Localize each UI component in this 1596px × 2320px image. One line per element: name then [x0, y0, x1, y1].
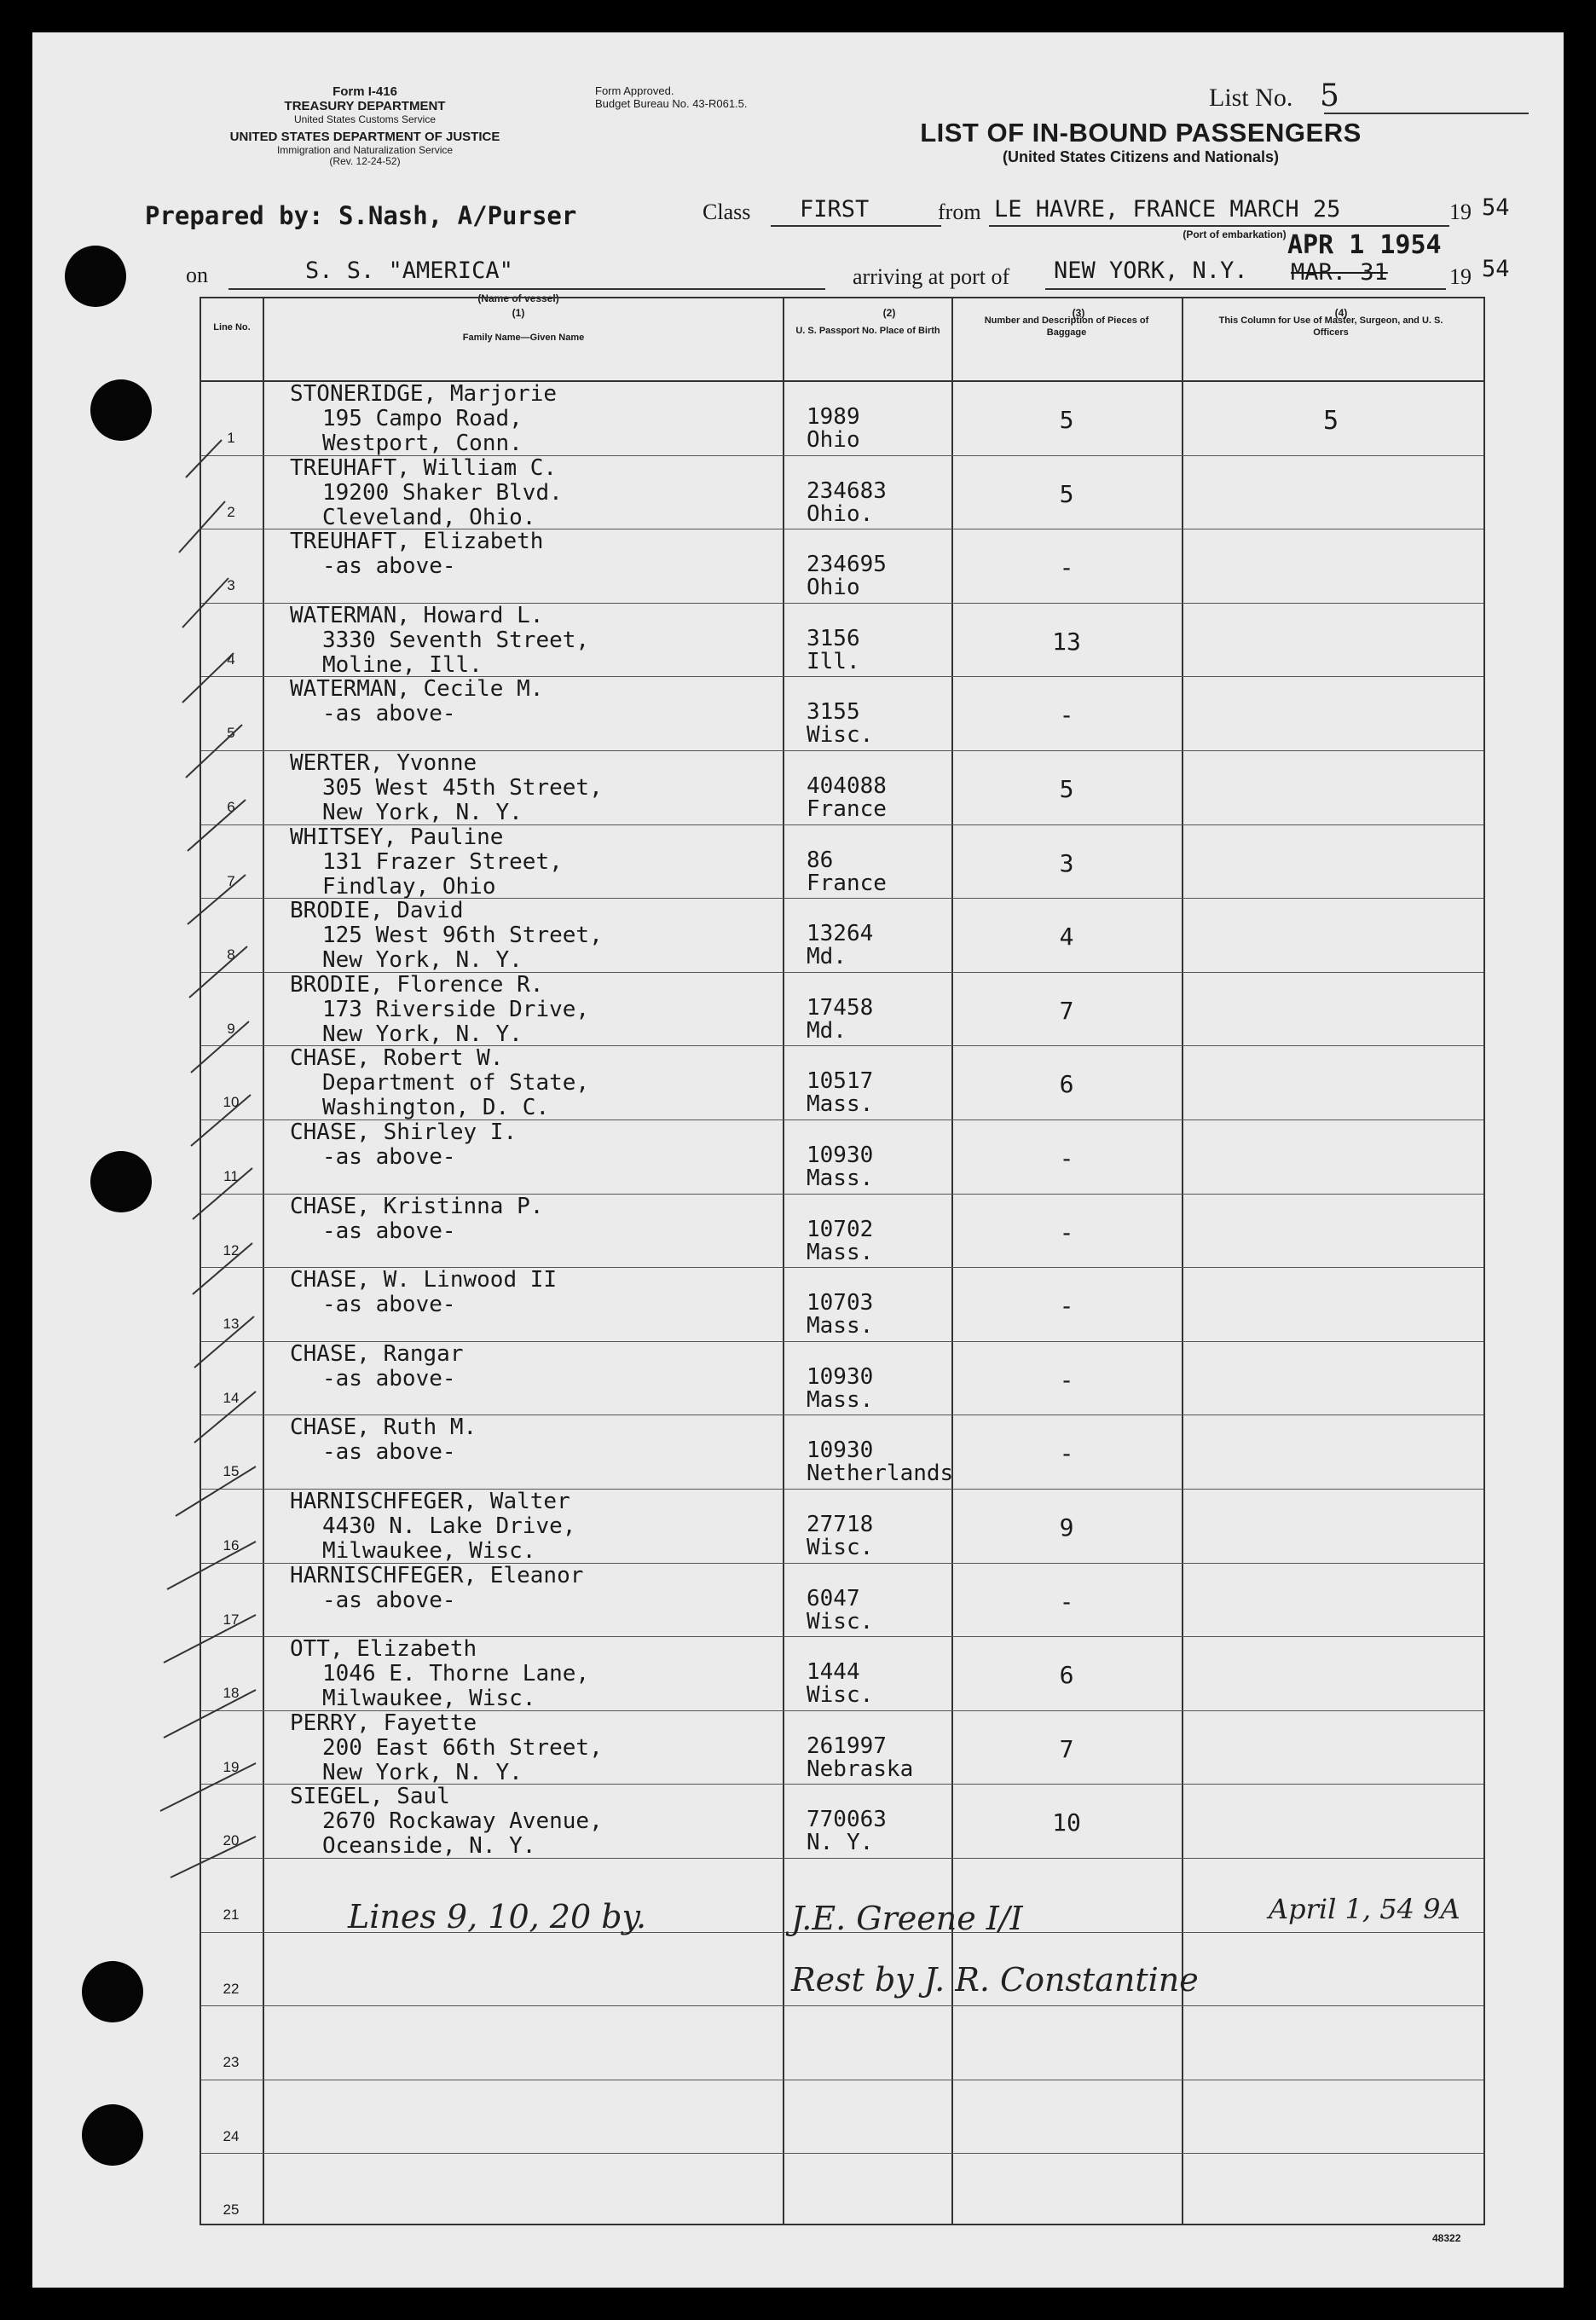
arrival-port: NEW YORK, N.Y.: [1054, 257, 1248, 284]
family-given-name: WHITSEY, Pauline: [290, 824, 504, 850]
line-number: 15: [223, 1463, 240, 1480]
address-line-1: -as above-: [322, 1439, 456, 1466]
passport-number: 27718: [807, 1512, 874, 1537]
passport-number: 86: [807, 847, 834, 873]
family-given-name: WATERMAN, Cecile M.: [290, 676, 544, 703]
address-line-2: Milwaukee, Wisc.: [322, 1538, 536, 1564]
arrival-year-prefix: 19: [1449, 264, 1472, 289]
officer-use: 5: [1322, 406, 1339, 436]
baggage-count: 5: [1059, 479, 1074, 508]
line-number: 4: [227, 651, 235, 668]
col-4-label: (4): [1334, 307, 1348, 319]
baggage-count: 5: [1059, 775, 1074, 803]
family-given-name: CHASE, Kristinna P.: [290, 1193, 544, 1219]
line-number: 22: [223, 1980, 240, 1997]
passport-number: 234683: [807, 477, 887, 504]
address-line-1: 195 Campo Road,: [322, 406, 523, 431]
passport-number: 3155: [807, 699, 860, 726]
passport-number: 10702: [807, 1216, 874, 1242]
passport-number: 404088: [807, 773, 887, 799]
address-line-1: -as above-: [322, 701, 456, 727]
passport-number: 1444: [807, 1659, 860, 1686]
place-of-birth: Md.: [807, 1017, 847, 1044]
family-given-name: BRODIE, David: [290, 898, 464, 924]
header-passport: U. S. Passport No. Place of Birth: [795, 326, 940, 336]
line-number: 9: [227, 1020, 235, 1037]
place-of-birth: Ohio: [807, 575, 860, 601]
from-label: from: [938, 200, 981, 224]
form-subtitle: (United States Citizens and Nationals): [1002, 148, 1280, 165]
passport-number: 261997: [807, 1733, 887, 1759]
family-given-name: SIEGEL, Saul: [290, 1784, 450, 1810]
class-value: FIRST: [800, 196, 870, 223]
family-given-name: WATERMAN, Howard L.: [290, 602, 544, 628]
passport-number: 17458: [807, 994, 874, 1021]
place-of-birth: France: [807, 796, 887, 822]
passport-number: 13264: [807, 921, 874, 947]
list-number-label: List No.: [1209, 84, 1293, 112]
header-family-name: Family Name—Given Name: [462, 333, 585, 343]
address-line-1: 19200 Shaker Blvd.: [322, 479, 563, 506]
address-line-2: Cleveland, Ohio.: [322, 504, 536, 530]
place-of-birth: Ill.: [807, 648, 860, 674]
address-line-1: -as above-: [322, 1365, 456, 1391]
header-officers: This Column for Use of Master, Surgeon, and U. S. Officers: [1218, 315, 1443, 338]
passport-number: 10517: [807, 1068, 874, 1095]
passport-number: 1989: [807, 404, 860, 430]
family-given-name: HARNISCHFEGER, Eleanor: [290, 1562, 584, 1588]
baggage-count: 4: [1059, 923, 1074, 952]
line-number: 17: [223, 1611, 240, 1628]
address-line-1: Department of State,: [322, 1070, 590, 1096]
class-label: Class: [703, 200, 751, 224]
place-of-birth: Nebraska: [807, 1756, 914, 1782]
prepared-by: Prepared by: S.Nash, A/Purser: [145, 201, 577, 230]
address-line-1: 2670 Rockaway Avenue,: [322, 1808, 603, 1835]
address-line-2: Oceanside, N. Y.: [322, 1833, 536, 1860]
col-1-label: (1): [512, 307, 525, 319]
place-of-birth: Wisc.: [807, 722, 874, 749]
address-line-1: -as above-: [322, 1144, 456, 1170]
agency-customs: United States Customs Service: [293, 113, 437, 125]
baggage-count: -: [1059, 1144, 1074, 1172]
baggage-count: 10: [1052, 1808, 1081, 1837]
address-line-2: New York, N. Y.: [322, 800, 523, 825]
place-of-birth: Ohio: [807, 427, 860, 453]
passport-number: 10703: [807, 1290, 874, 1316]
baggage-count: -: [1059, 1292, 1074, 1321]
passenger-manifest-page: [32, 32, 1564, 2288]
family-given-name: STONERIDGE, Marjorie: [290, 381, 558, 407]
line-number: 8: [227, 946, 235, 963]
arrival-year: 54: [1482, 256, 1510, 282]
address-line-2: Washington, D. C.: [322, 1095, 550, 1121]
baggage-count: -: [1059, 1587, 1074, 1616]
family-given-name: CHASE, Ruth M.: [290, 1415, 477, 1441]
address-line-1: -as above-: [322, 553, 456, 580]
from-year: 54: [1482, 194, 1510, 221]
place-of-birth: Wisc.: [807, 1535, 874, 1560]
line-number: 13: [223, 1316, 240, 1333]
baggage-count: 7: [1059, 1734, 1074, 1763]
address-line-1: 173 Riverside Drive,: [322, 996, 590, 1022]
on-label: on: [186, 263, 208, 287]
baggage-count: 5: [1059, 406, 1074, 434]
address-line-2: Milwaukee, Wisc.: [322, 1686, 536, 1712]
baggage-count: -: [1059, 1365, 1074, 1394]
family-given-name: CHASE, Robert W.: [290, 1045, 504, 1072]
place-of-birth: Mass.: [807, 1166, 874, 1191]
address-line-1: 305 West 45th Street,: [322, 775, 603, 801]
line-number: 5: [227, 725, 235, 742]
handwritten-checkmarks: [32, 32, 1564, 2288]
line-number: 16: [223, 1537, 240, 1553]
family-given-name: OTT, Elizabeth: [290, 1636, 477, 1663]
place-of-birth: N. Y.: [807, 1830, 874, 1856]
baggage-count: -: [1059, 701, 1074, 730]
agency-justice: UNITED STATES DEPARTMENT OF JUSTICE: [229, 130, 500, 145]
baggage-count: -: [1059, 1439, 1074, 1468]
passport-number: 770063: [807, 1807, 887, 1833]
family-given-name: PERRY, Fayette: [290, 1710, 477, 1736]
family-given-name: CHASE, Shirley I.: [290, 1120, 518, 1145]
line-number: 3: [227, 577, 235, 594]
baggage-count: 7: [1059, 996, 1074, 1025]
family-given-name: TREUHAFT, William C.: [290, 454, 558, 481]
line-number: 25: [223, 2201, 240, 2219]
line-number: 6: [227, 799, 235, 815]
address-line-1: -as above-: [322, 1587, 456, 1613]
address-line-2: New York, N. Y.: [322, 1759, 523, 1785]
place-of-birth: Ohio.: [807, 500, 874, 527]
line-number: 24: [223, 2127, 240, 2144]
agency-ins: Immigration and Naturalization Service: [276, 143, 454, 156]
form-revision: (Rev. 12-24-52): [329, 155, 401, 168]
address-line-2: New York, N. Y.: [322, 1021, 523, 1047]
line-number: 12: [223, 1241, 240, 1258]
address-line-1: 131 Frazer Street,: [322, 848, 563, 875]
address-line-2: Moline, Ill.: [322, 651, 483, 678]
place-of-birth: Wisc.: [807, 1608, 874, 1634]
passport-number: 3156: [807, 625, 860, 651]
line-number: 23: [223, 2054, 240, 2071]
address-line-1: 125 West 96th Street,: [322, 923, 603, 949]
address-line-2: Westport, Conn.: [322, 431, 523, 456]
address-line-1: 1046 E. Thorne Lane,: [322, 1661, 590, 1687]
family-given-name: TREUHAFT, Elizabeth: [290, 529, 544, 555]
line-number: 19: [223, 1758, 240, 1775]
agency-treasury: TREASURY DEPARTMENT: [284, 98, 446, 113]
baggage-count: 3: [1059, 848, 1074, 877]
col-2-label: (2): [882, 307, 896, 319]
passport-number: 10930: [807, 1363, 874, 1390]
place-of-birth: France: [807, 870, 887, 896]
baggage-count: -: [1059, 553, 1074, 582]
handwritten-signature-constantine: Rest by J. R. Constantine: [791, 1961, 1199, 1999]
port-embarkation-caption: (Port of embarkation): [1183, 229, 1287, 240]
family-given-name: HARNISCHFEGER, Walter: [290, 1489, 570, 1514]
place-of-birth: Md.: [807, 944, 847, 970]
approval-line: Form Approved.: [595, 84, 674, 97]
passport-number: 10930: [807, 1438, 874, 1464]
line-number: 2: [227, 503, 235, 520]
line-number: 20: [223, 1832, 240, 1849]
handwritten-signature-greene: J.E. Greene I/I: [791, 1900, 1023, 1937]
embarkation-value: LE HAVRE, FRANCE MARCH 25: [994, 196, 1341, 223]
address-line-1: -as above-: [322, 1292, 456, 1318]
address-line-2: Findlay, Ohio: [322, 873, 496, 900]
place-of-birth: Mass.: [807, 1313, 874, 1339]
address-line-2: New York, N. Y.: [322, 947, 523, 974]
baggage-count: 6: [1059, 1070, 1074, 1099]
address-line-1: 3330 Seventh Street,: [322, 627, 590, 653]
form-title: LIST OF IN-BOUND PASSENGERS: [920, 118, 1362, 148]
address-line-1: 4430 N. Lake Drive,: [322, 1513, 576, 1539]
vessel-name: S. S. "AMERICA": [305, 257, 513, 284]
header-line-no: Line No.: [213, 322, 251, 333]
handwritten-date-note: April 1, 54 9A: [1269, 1893, 1460, 1925]
baggage-count: 13: [1052, 627, 1081, 656]
passport-number: 234695: [807, 552, 887, 578]
line-number: 21: [223, 1906, 240, 1923]
address-line-1: 200 East 66th Street,: [322, 1734, 603, 1761]
form-footer-number: 48322: [1432, 2232, 1461, 2244]
form-number: Form I-416: [332, 84, 397, 99]
place-of-birth: Wisc.: [807, 1682, 874, 1709]
baggage-count: 9: [1059, 1513, 1074, 1542]
line-number: 11: [223, 1168, 239, 1184]
budget-bureau-line: Budget Bureau No. 43-R061.5.: [595, 96, 748, 110]
passport-number: 6047: [807, 1585, 860, 1611]
col-3-label: (3): [1072, 307, 1085, 319]
place-of-birth: Mass.: [807, 1091, 874, 1118]
arriving-label: arriving at port of: [853, 264, 1010, 289]
baggage-count: -: [1059, 1218, 1074, 1247]
passport-number: 10930: [807, 1143, 874, 1168]
handwritten-note-lines: Lines 9, 10, 20 by.: [348, 1898, 647, 1935]
from-year-prefix: 19: [1449, 200, 1472, 224]
family-given-name: CHASE, Rangar: [290, 1340, 464, 1367]
line-number: 7: [227, 872, 235, 889]
vessel-caption: (Name of vessel): [477, 292, 559, 304]
family-given-name: CHASE, W. Linwood II: [290, 1267, 558, 1293]
family-given-name: WERTER, Yvonne: [290, 750, 477, 776]
place-of-birth: Netherlands: [807, 1461, 954, 1487]
line-number: 1: [227, 430, 235, 446]
address-line-1: -as above-: [322, 1218, 456, 1244]
baggage-count: 6: [1059, 1661, 1074, 1690]
family-given-name: BRODIE, Florence R.: [290, 971, 544, 998]
arrival-date-struck: MAR. 31: [1291, 259, 1388, 286]
line-number: 14: [223, 1389, 240, 1406]
line-number: 10: [223, 1094, 240, 1111]
place-of-birth: Mass.: [807, 1239, 874, 1265]
place-of-birth: Mass.: [807, 1386, 874, 1413]
header-baggage: Number and Description of Pieces of Baggage: [984, 315, 1149, 338]
list-number-value: 5: [1320, 78, 1339, 113]
line-number: 18: [223, 1685, 240, 1702]
received-date-stamp: APR 1 1954: [1287, 230, 1442, 260]
